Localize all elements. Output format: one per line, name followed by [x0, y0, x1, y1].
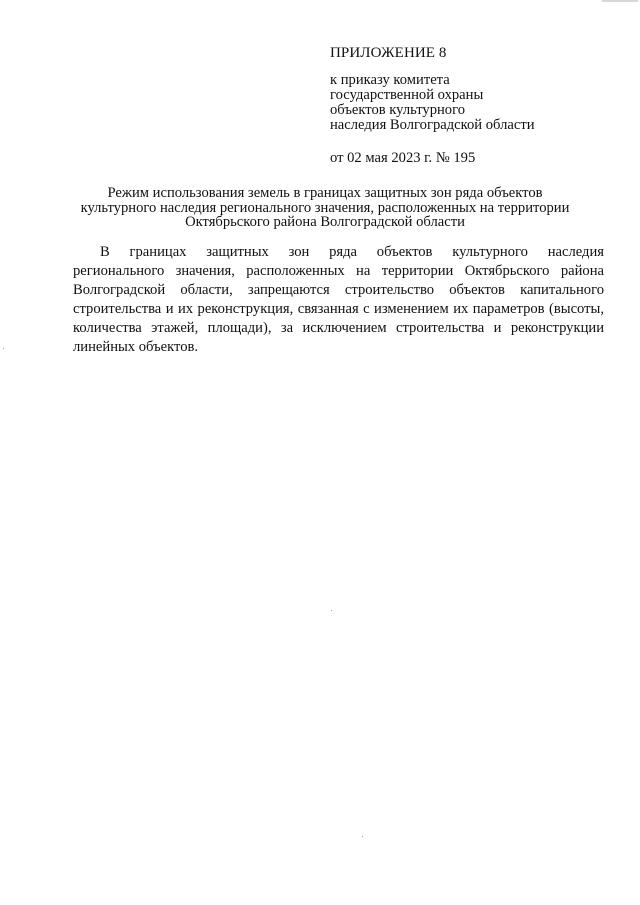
paragraph-line: строительства и их реконструкция, связанная с изменением их параметров (высоты,: [73, 301, 604, 317]
heading-line: культурного наследия регионального значения, расположенных на территории: [80, 199, 570, 216]
paragraph-line: Волгоградской области, запрещаются строительство объектов капитального: [73, 282, 604, 298]
scan-speck: [3, 348, 4, 349]
document-heading: [60, 186, 590, 230]
order-reference: [330, 73, 620, 133]
paragraph-line: количества этажей, площади), за исключением строительства и реконструкции: [73, 320, 604, 336]
appendix-title: ПРИЛОЖЕНИЕ 8: [330, 45, 447, 61]
scan-speck: [331, 610, 332, 611]
scan-speck: [362, 836, 363, 837]
order-date: от 02 мая 2023 г. № 195: [330, 150, 476, 166]
heading-line: Октябрьского района Волгоградской области: [185, 214, 465, 230]
order-line: объектов культурного: [330, 102, 466, 118]
order-line: к приказу комитета: [330, 72, 450, 88]
order-line: государственной охраны: [330, 87, 484, 103]
appendix-header: [330, 46, 620, 166]
paragraph-line: линейных объектов.: [73, 339, 199, 355]
paragraph-line: В границах защитных зон ряда объектов культурного наследия: [100, 244, 604, 260]
order-line: наследия Волгоградской области: [330, 117, 535, 133]
scan-edge-mark: [602, 0, 638, 2]
heading-line: Режим использования земель в границах защитных зон ряда объектов: [107, 185, 543, 201]
body-paragraph: [73, 243, 604, 357]
paragraph-line: регионального значения, расположенных на территории Октябрьского района: [73, 263, 604, 279]
